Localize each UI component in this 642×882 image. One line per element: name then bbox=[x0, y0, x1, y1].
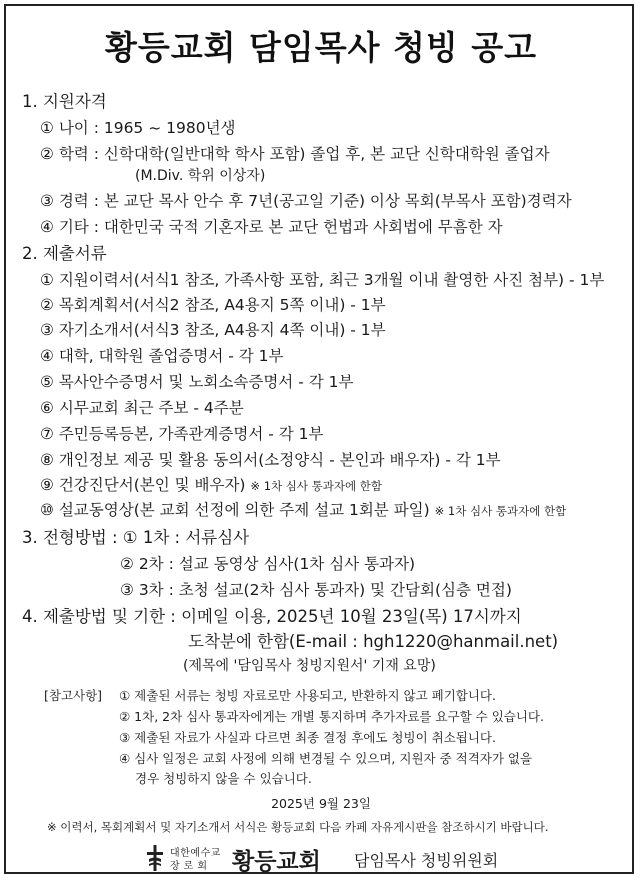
list-item: ② 2차 : 설교 동영상 심사(1차 심사 통과자) bbox=[120, 555, 416, 573]
list-item bbox=[40, 475, 382, 496]
note-item: ① 제출된 서류는 청빙 자료로만 사용되고, 반환하지 않고 폐기합니다. bbox=[119, 688, 496, 703]
list-item: ④ 대학, 대학원 졸업증명서 - 각 1부 bbox=[40, 347, 284, 365]
footnote: ※ 이력서, 목회계획서 및 자기소개서 서식은 황등교회 다음 카페 자유게시판을 참조하시기 바랍니다. bbox=[47, 820, 549, 834]
list-item: ⑤ 목사안수증명서 및 노회소속증명서 - 각 1부 bbox=[40, 373, 354, 391]
note-item-continuation: 경우 청빙하지 않을 수 있습니다. bbox=[135, 771, 312, 786]
page-title: 황등교회 담임목사 청빙 공고 bbox=[104, 28, 537, 67]
denomination-line2: 장로회 bbox=[170, 861, 211, 872]
list-item: ③ 경력 : 본 교단 목사 안수 후 7년(공고일 기준) 이상 목회(부목사 포함)경력자 bbox=[40, 192, 572, 210]
submission-note: (제목에 '담임목사 청빙지원서' 기재 요망) bbox=[183, 658, 436, 674]
list-item: ⑦ 주민등록등본, 가족관계증명서 - 각 1부 bbox=[40, 425, 324, 443]
note-item: ② 1차, 2차 심사 통과자에게는 개별 통지하며 추가자료를 요구할 수 있습니다. bbox=[119, 709, 544, 724]
list-item: ③ 3차 : 초청 설교(2차 심사 통과자) 및 간담회(심층 면접) bbox=[120, 581, 512, 599]
section-heading-documents: 2. 제출서류 bbox=[22, 244, 107, 263]
note-item: ③ 제출된 자료가 사실과 다르면 최종 결정 후에도 청빙이 취소됩니다. bbox=[119, 730, 496, 745]
list-item: ④ 기타 : 대한민국 국적 기혼자로 본 교단 헌법과 사회법에 무흠한 자 bbox=[40, 218, 503, 236]
list-item: ⑧ 개인정보 제공 및 활용 동의서(소정양식 - 본인과 배우자) - 각 1부 bbox=[40, 451, 501, 469]
denomination-line1: 대한예수교 bbox=[170, 848, 221, 859]
list-item-continuation: (M.Div. 학위 이상자) bbox=[135, 168, 266, 184]
list-item: ① 지원이력서(서식1 참조, 가족사항 포함, 최근 3개월 이내 촬영한 사진 첨부) - 1부 bbox=[40, 271, 605, 289]
list-item-note: ※ 1차 심사 통과자에 한함 bbox=[250, 479, 382, 493]
submission-detail: 도착분에 한함(E-mail : hgh1220@hanmail.net) bbox=[188, 632, 559, 651]
list-item-main: ⑩ 설교동영상(본 교회 선정에 의한 주제 설교 1회분 파일) bbox=[40, 501, 430, 519]
list-item: ② 목회계획서(서식2 참조, A4용지 5쪽 이내) - 1부 bbox=[40, 296, 386, 314]
list-item bbox=[40, 500, 566, 521]
notice-date: 2025년 9월 23일 bbox=[271, 796, 371, 811]
list-item-note: ※ 1차 심사 통과자에 한함 bbox=[434, 504, 567, 518]
list-item-main: ⑨ 건강진단서(본인 및 배우자) bbox=[40, 476, 246, 494]
notes-label: [참고사항] bbox=[44, 688, 103, 703]
section-heading-selection: 3. 전형방법 : ① 1차 : 서류심사 bbox=[22, 528, 250, 547]
list-item: ③ 자기소개서(서식3 참조, A4용지 4쪽 이내) - 1부 bbox=[40, 321, 386, 339]
list-item: ① 나이 : 1965 ~ 1980년생 bbox=[40, 119, 236, 137]
cross-logo-icon bbox=[146, 845, 164, 871]
note-item: ④ 심사 일정은 교회 사정에 의해 변경될 수 있으며, 지원자 중 적격자가 없을 bbox=[119, 751, 533, 766]
church-name: 황등교회 bbox=[232, 849, 321, 875]
list-item: ⑥ 시무교회 최근 주보 - 4주분 bbox=[40, 399, 244, 417]
section-heading-submission: 4. 제출방법 및 기한 : 이메일 이용, 2025년 10월 23일(목) 17시까지 bbox=[22, 607, 522, 626]
section-heading-qualifications: 1. 지원자격 bbox=[22, 92, 107, 111]
list-item: ② 학력 : 신학대학(일반대학 학사 포함) 졸업 후, 본 교단 신학대학원 졸업자 bbox=[40, 145, 550, 163]
committee-name: 담임목사 청빙위원회 bbox=[354, 851, 499, 870]
